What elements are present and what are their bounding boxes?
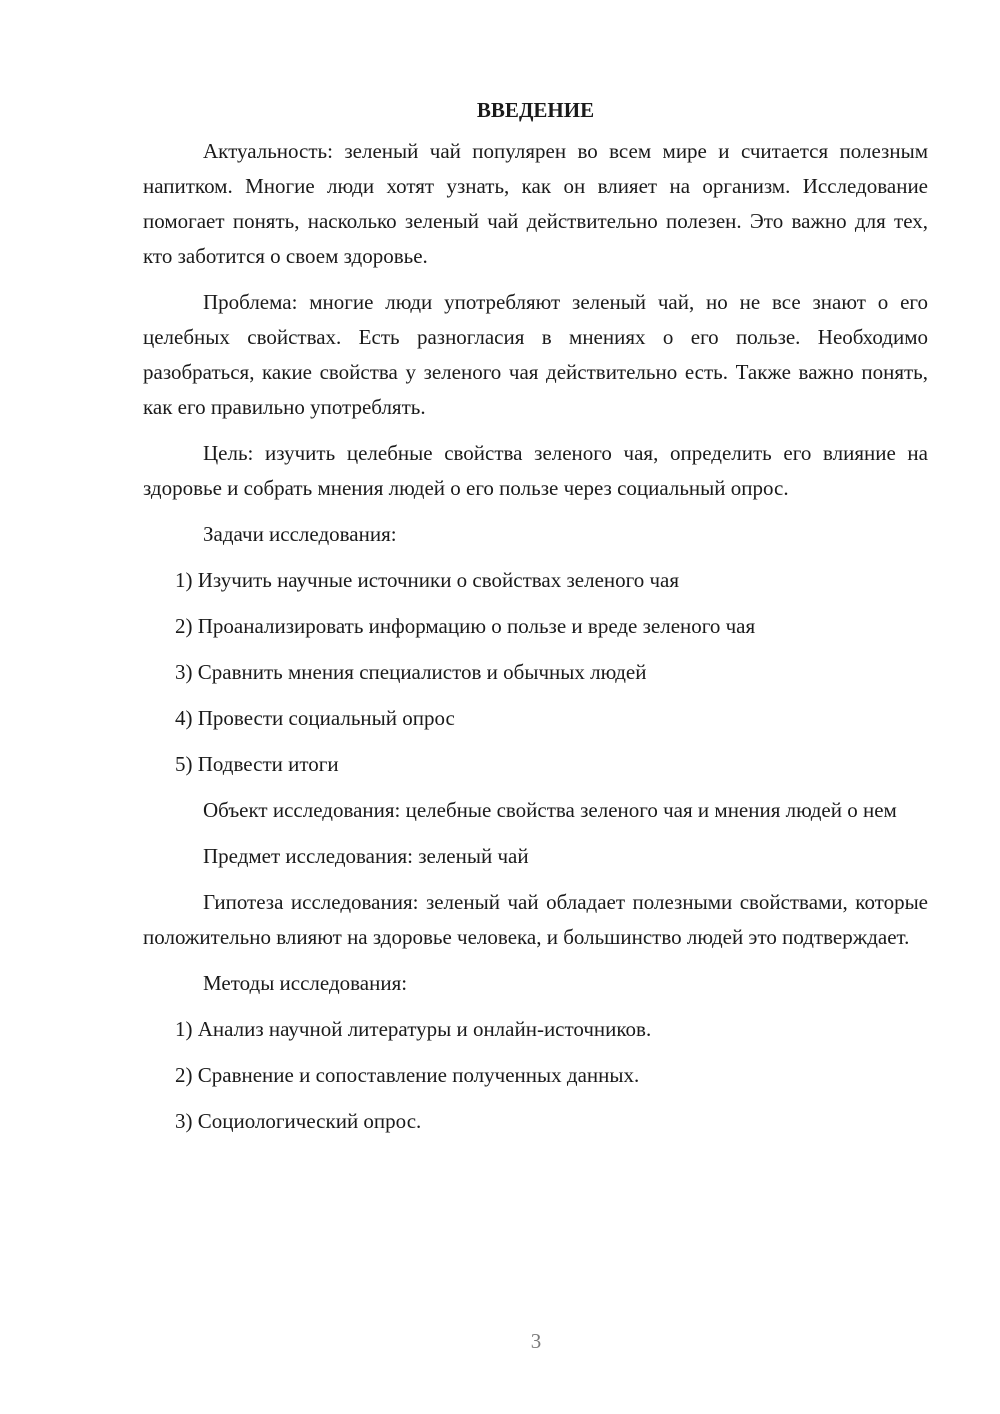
subject-paragraph: Предмет исследования: зеленый чай	[203, 844, 529, 868]
tasks-heading: Задачи исследования:	[203, 522, 397, 546]
list-item: 3) Сравнить мнения специалистов и обычных людей	[175, 660, 647, 684]
list-item: 1) Анализ научной литературы и онлайн-источников.	[175, 1017, 652, 1041]
methods-list	[143, 1012, 928, 1139]
list-item: 1) Изучить научные источники о свойствах зеленого чая	[175, 568, 680, 592]
hypothesis-paragraph: Гипотеза исследования: зеленый чай обладает полезными свойствами, которые положительно влияют на здоровье человека, и большинство людей это подтверждает.	[143, 890, 928, 949]
problem-paragraph: Проблема: многие люди употребляют зеленый чай, но не все знают о его целебных свойствах. Есть разногласия в мнениях о его пользе. Необходимо разобраться, какие свойства у зеленого чая действительно есть. Также важно понять, как его правильно употреблять.	[143, 290, 928, 419]
list-item: 3) Социологический опрос.	[175, 1109, 422, 1133]
page-title: ВВЕДЕНИЕ	[476, 98, 595, 122]
list-item: 2) Проанализировать информацию о пользе и вреде зеленого чая	[175, 614, 756, 638]
list-item: 5) Подвести итоги	[175, 752, 339, 776]
list-item: 4) Провести социальный опрос	[175, 706, 455, 730]
page-content	[143, 93, 928, 1150]
tasks-list	[143, 563, 928, 782]
object-paragraph: Объект исследования: целебные свойства зеленого чая и мнения людей о нем	[203, 798, 897, 822]
list-item: 2) Сравнение и сопоставление полученных данных.	[175, 1063, 640, 1087]
goal-paragraph: Цель: изучить целебные свойства зеленого чая, определить его влияние на здоровье и собрать мнения людей о его пользе через социальный опрос.	[143, 441, 928, 500]
methods-heading: Методы исследования:	[203, 971, 408, 995]
relevance-paragraph: Актуальность: зеленый чай популярен во всем мире и считается полезным напитком. Многие люди хотят узнать, как он влияет на организм. Исследование помогает понять, насколько зеленый чай действительно полезен. Это важно для тех, кто заботится о своем здоровье.	[143, 139, 928, 268]
page-number: 3	[530, 1329, 542, 1353]
